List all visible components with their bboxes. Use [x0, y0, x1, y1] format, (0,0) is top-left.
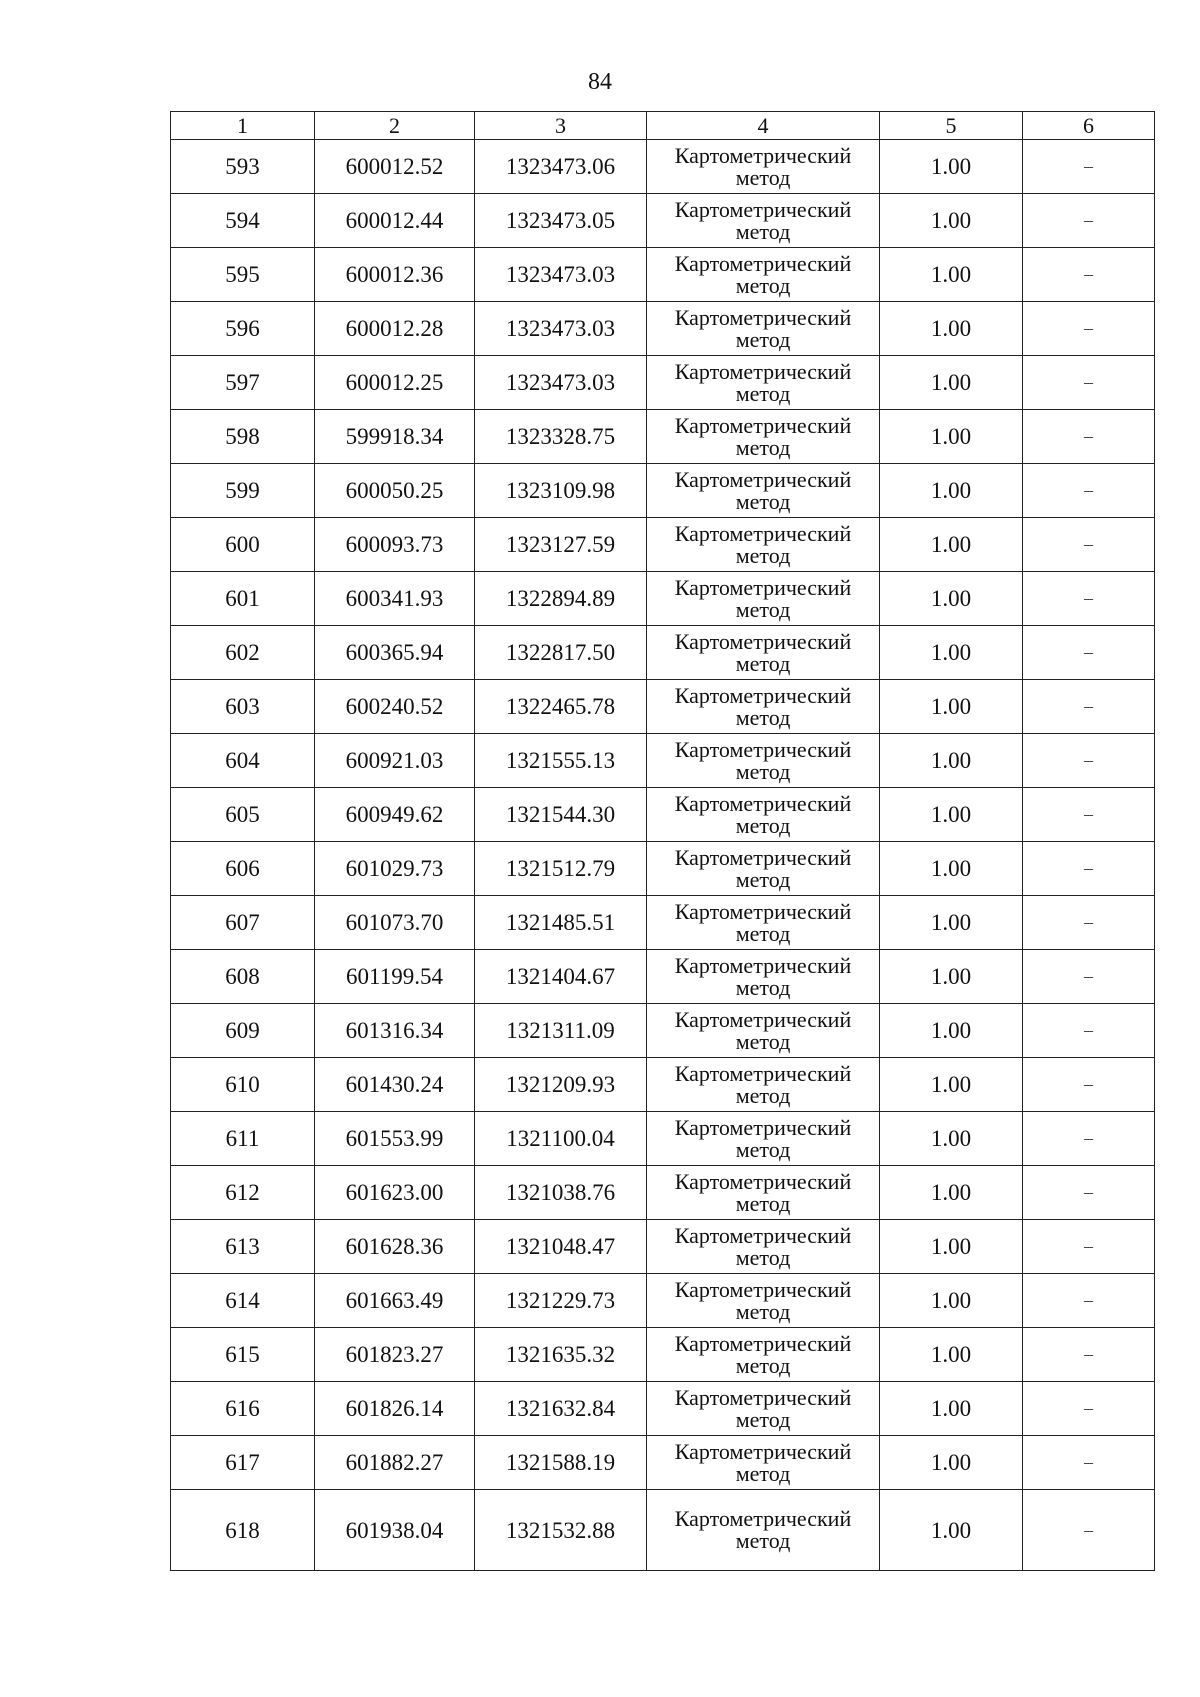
method-line-2: метод: [735, 866, 791, 892]
method-line-1: Картометрический: [674, 250, 852, 276]
y-coordinate-cell: 1321632.84: [475, 1382, 647, 1436]
method-cell: [647, 1112, 880, 1166]
accuracy-cell: 1.00: [880, 734, 1023, 788]
accuracy-cell: 1.00: [880, 356, 1023, 410]
point-number-cell: 603: [171, 680, 315, 734]
accuracy-cell: 1.00: [880, 1112, 1023, 1166]
method-line-2: метод: [735, 542, 791, 568]
y-coordinate-cell: 1323127.59: [475, 518, 647, 572]
table-row: [171, 302, 1155, 356]
table-row: [171, 356, 1155, 410]
method-cell: [647, 572, 880, 626]
method-line-2: метод: [735, 758, 791, 784]
method-cell: [647, 410, 880, 464]
accuracy-cell: 1.00: [880, 140, 1023, 194]
point-number-cell: 618: [171, 1490, 315, 1571]
method-line-2: метод: [735, 1528, 791, 1553]
description-cell: –: [1023, 194, 1155, 248]
method-line-2: метод: [735, 272, 791, 298]
coordinates-table-container: [170, 111, 1154, 1571]
method-line-2: метод: [735, 1352, 791, 1378]
method-line-1: Картометрический: [674, 142, 852, 168]
point-number-cell: 594: [171, 194, 315, 248]
y-coordinate-cell: 1321209.93: [475, 1058, 647, 1112]
point-number-cell: 616: [171, 1382, 315, 1436]
table-row: [171, 626, 1155, 680]
description-cell: –: [1023, 1490, 1155, 1571]
method-line-1: Картометрический: [674, 1060, 852, 1086]
table-row: [171, 248, 1155, 302]
y-coordinate-cell: 1321038.76: [475, 1166, 647, 1220]
table-row: [171, 1220, 1155, 1274]
accuracy-cell: 1.00: [880, 842, 1023, 896]
method-cell: [647, 734, 880, 788]
x-coordinate-cell: 600012.44: [315, 194, 475, 248]
table-row: [171, 140, 1155, 194]
point-number-cell: 608: [171, 950, 315, 1004]
method-line-1: Картометрический: [674, 898, 852, 924]
point-number-cell: 599: [171, 464, 315, 518]
method-line-2: метод: [735, 1406, 791, 1432]
method-line-2: метод: [735, 1244, 791, 1270]
table-header: [171, 112, 1155, 140]
method-line-1: Картометрический: [674, 1384, 852, 1410]
method-line-2: метод: [735, 326, 791, 352]
y-coordinate-cell: 1321512.79: [475, 842, 647, 896]
table-row: [171, 950, 1155, 1004]
method-line-2: метод: [735, 920, 791, 946]
method-line-2: метод: [735, 812, 791, 838]
page-number: 84: [588, 69, 612, 95]
method-line-2: метод: [735, 1028, 791, 1054]
method-line-1: Картометрический: [674, 790, 852, 816]
accuracy-cell: 1.00: [880, 680, 1023, 734]
method-cell: [647, 194, 880, 248]
x-coordinate-cell: 600949.62: [315, 788, 475, 842]
table-row: [171, 788, 1155, 842]
method-line-1: Картометрический: [674, 1168, 852, 1194]
description-cell: –: [1023, 464, 1155, 518]
y-coordinate-cell: 1323473.03: [475, 356, 647, 410]
table-row: [171, 1166, 1155, 1220]
header-col-5: 5: [880, 112, 1023, 140]
method-cell: [647, 1274, 880, 1328]
table-row: [171, 572, 1155, 626]
method-line-1: Картометрический: [674, 358, 852, 384]
method-line-1: Картометрический: [674, 196, 852, 222]
table-row: [171, 1382, 1155, 1436]
y-coordinate-cell: 1322894.89: [475, 572, 647, 626]
point-number-cell: 606: [171, 842, 315, 896]
description-cell: –: [1023, 1382, 1155, 1436]
method-line-1: Картометрический: [674, 628, 852, 654]
point-number-cell: 612: [171, 1166, 315, 1220]
description-cell: –: [1023, 1166, 1155, 1220]
header-col-6: 6: [1023, 112, 1155, 140]
x-coordinate-cell: 601316.34: [315, 1004, 475, 1058]
y-coordinate-cell: 1323109.98: [475, 464, 647, 518]
method-cell: [647, 680, 880, 734]
method-line-1: Картометрический: [674, 1330, 852, 1356]
accuracy-cell: 1.00: [880, 302, 1023, 356]
description-cell: –: [1023, 1328, 1155, 1382]
method-cell: [647, 518, 880, 572]
accuracy-cell: 1.00: [880, 248, 1023, 302]
x-coordinate-cell: 601823.27: [315, 1328, 475, 1382]
x-coordinate-cell: 600012.25: [315, 356, 475, 410]
method-cell: [647, 302, 880, 356]
y-coordinate-cell: 1323473.03: [475, 248, 647, 302]
y-coordinate-cell: 1321229.73: [475, 1274, 647, 1328]
method-cell: [647, 1382, 880, 1436]
x-coordinate-cell: 600341.93: [315, 572, 475, 626]
method-cell: [647, 1328, 880, 1382]
table-row: [171, 464, 1155, 518]
point-number-cell: 601: [171, 572, 315, 626]
point-number-cell: 602: [171, 626, 315, 680]
point-number-cell: 597: [171, 356, 315, 410]
header-row: [171, 112, 1155, 140]
description-cell: –: [1023, 788, 1155, 842]
method-line-1: Картометрический: [674, 304, 852, 330]
x-coordinate-cell: 601029.73: [315, 842, 475, 896]
x-coordinate-cell: 600012.36: [315, 248, 475, 302]
x-coordinate-cell: 601553.99: [315, 1112, 475, 1166]
description-cell: –: [1023, 734, 1155, 788]
x-coordinate-cell: 601663.49: [315, 1274, 475, 1328]
description-cell: –: [1023, 1112, 1155, 1166]
method-line-2: метод: [735, 1460, 791, 1486]
method-line-2: метод: [735, 1190, 791, 1216]
method-cell: [647, 1166, 880, 1220]
table-row: [171, 410, 1155, 464]
point-number-cell: 607: [171, 896, 315, 950]
accuracy-cell: 1.00: [880, 1274, 1023, 1328]
x-coordinate-cell: 600050.25: [315, 464, 475, 518]
table-row: [171, 734, 1155, 788]
table-row: [171, 1328, 1155, 1382]
method-line-2: метод: [735, 974, 791, 1000]
method-cell: [647, 1490, 880, 1571]
accuracy-cell: 1.00: [880, 1490, 1023, 1571]
y-coordinate-cell: 1322465.78: [475, 680, 647, 734]
table-row: [171, 194, 1155, 248]
table-row: [171, 842, 1155, 896]
accuracy-cell: 1.00: [880, 1004, 1023, 1058]
x-coordinate-cell: 600012.28: [315, 302, 475, 356]
method-cell: [647, 1436, 880, 1490]
method-cell: [647, 1004, 880, 1058]
accuracy-cell: 1.00: [880, 950, 1023, 1004]
point-number-cell: 614: [171, 1274, 315, 1328]
point-number-cell: 604: [171, 734, 315, 788]
method-cell: [647, 464, 880, 518]
method-line-2: метод: [735, 650, 791, 676]
table-row: [171, 1058, 1155, 1112]
description-cell: –: [1023, 248, 1155, 302]
x-coordinate-cell: 600240.52: [315, 680, 475, 734]
method-line-1: Картометрический: [674, 520, 852, 546]
description-cell: –: [1023, 518, 1155, 572]
y-coordinate-cell: 1323473.05: [475, 194, 647, 248]
accuracy-cell: 1.00: [880, 464, 1023, 518]
coordinates-table: [170, 111, 1155, 1571]
method-line-2: метод: [735, 164, 791, 190]
method-line-1: Картометрический: [674, 736, 852, 762]
method-cell: [647, 356, 880, 410]
description-cell: –: [1023, 626, 1155, 680]
method-line-2: метод: [735, 596, 791, 622]
method-cell: [647, 896, 880, 950]
accuracy-cell: 1.00: [880, 1436, 1023, 1490]
table-row: [171, 1112, 1155, 1166]
y-coordinate-cell: 1321635.32: [475, 1328, 647, 1382]
method-line-2: метод: [735, 1298, 791, 1324]
point-number-cell: 598: [171, 410, 315, 464]
y-coordinate-cell: 1321555.13: [475, 734, 647, 788]
method-cell: [647, 788, 880, 842]
y-coordinate-cell: 1322817.50: [475, 626, 647, 680]
header-col-4: 4: [647, 112, 880, 140]
method-cell: [647, 626, 880, 680]
scan-artifact: [660, 1580, 690, 1586]
method-line-1: Картометрический: [674, 1438, 852, 1464]
description-cell: –: [1023, 1058, 1155, 1112]
y-coordinate-cell: 1323473.06: [475, 140, 647, 194]
table-row: [171, 1004, 1155, 1058]
table-row: [171, 1490, 1155, 1571]
x-coordinate-cell: 599918.34: [315, 410, 475, 464]
method-line-1: Картометрический: [674, 682, 852, 708]
description-cell: –: [1023, 1004, 1155, 1058]
method-line-1: Картометрический: [674, 952, 852, 978]
table-body: [171, 140, 1155, 1571]
description-cell: –: [1023, 950, 1155, 1004]
x-coordinate-cell: 600365.94: [315, 626, 475, 680]
point-number-cell: 595: [171, 248, 315, 302]
accuracy-cell: 1.00: [880, 194, 1023, 248]
table-row: [171, 1436, 1155, 1490]
x-coordinate-cell: 601826.14: [315, 1382, 475, 1436]
method-line-1: Картометрический: [674, 466, 852, 492]
y-coordinate-cell: 1321404.67: [475, 950, 647, 1004]
description-cell: –: [1023, 140, 1155, 194]
y-coordinate-cell: 1321311.09: [475, 1004, 647, 1058]
method-line-2: метод: [735, 704, 791, 730]
method-line-1: Картометрический: [674, 1222, 852, 1248]
table-row: [171, 1274, 1155, 1328]
method-cell: [647, 842, 880, 896]
method-cell: [647, 1058, 880, 1112]
y-coordinate-cell: 1321100.04: [475, 1112, 647, 1166]
method-cell: [647, 950, 880, 1004]
x-coordinate-cell: 601623.00: [315, 1166, 475, 1220]
header-col-3: 3: [475, 112, 647, 140]
description-cell: –: [1023, 1436, 1155, 1490]
y-coordinate-cell: 1321532.88: [475, 1490, 647, 1571]
accuracy-cell: 1.00: [880, 896, 1023, 950]
x-coordinate-cell: 601073.70: [315, 896, 475, 950]
y-coordinate-cell: 1321588.19: [475, 1436, 647, 1490]
point-number-cell: 605: [171, 788, 315, 842]
method-line-1: Картометрический: [674, 1506, 852, 1531]
point-number-cell: 609: [171, 1004, 315, 1058]
accuracy-cell: 1.00: [880, 1382, 1023, 1436]
point-number-cell: 611: [171, 1112, 315, 1166]
point-number-cell: 615: [171, 1328, 315, 1382]
x-coordinate-cell: 600012.52: [315, 140, 475, 194]
point-number-cell: 617: [171, 1436, 315, 1490]
accuracy-cell: 1.00: [880, 1220, 1023, 1274]
method-cell: [647, 1220, 880, 1274]
x-coordinate-cell: 601882.27: [315, 1436, 475, 1490]
description-cell: –: [1023, 356, 1155, 410]
method-line-2: метод: [735, 1082, 791, 1108]
description-cell: –: [1023, 842, 1155, 896]
y-coordinate-cell: 1323473.03: [475, 302, 647, 356]
method-line-2: метод: [735, 380, 791, 406]
point-number-cell: 593: [171, 140, 315, 194]
description-cell: –: [1023, 1220, 1155, 1274]
point-number-cell: 613: [171, 1220, 315, 1274]
table-row: [171, 518, 1155, 572]
x-coordinate-cell: 600921.03: [315, 734, 475, 788]
description-cell: –: [1023, 410, 1155, 464]
method-line-1: Картометрический: [674, 574, 852, 600]
description-cell: –: [1023, 1274, 1155, 1328]
accuracy-cell: 1.00: [880, 1166, 1023, 1220]
point-number-cell: 600: [171, 518, 315, 572]
method-line-1: Картометрический: [674, 844, 852, 870]
description-cell: –: [1023, 302, 1155, 356]
description-cell: –: [1023, 896, 1155, 950]
method-line-1: Картометрический: [674, 1276, 852, 1302]
accuracy-cell: 1.00: [880, 518, 1023, 572]
header-col-1: 1: [171, 112, 315, 140]
y-coordinate-cell: 1321485.51: [475, 896, 647, 950]
accuracy-cell: 1.00: [880, 1328, 1023, 1382]
y-coordinate-cell: 1323328.75: [475, 410, 647, 464]
method-cell: [647, 140, 880, 194]
method-line-1: Картометрический: [674, 1006, 852, 1032]
y-coordinate-cell: 1321048.47: [475, 1220, 647, 1274]
method-line-2: метод: [735, 1136, 791, 1162]
method-line-2: метод: [735, 218, 791, 244]
point-number-cell: 596: [171, 302, 315, 356]
method-line-2: метод: [735, 488, 791, 514]
y-coordinate-cell: 1321544.30: [475, 788, 647, 842]
method-line-1: Картометрический: [674, 412, 852, 438]
method-cell: [647, 248, 880, 302]
method-line-2: метод: [735, 434, 791, 460]
x-coordinate-cell: 601938.04: [315, 1490, 475, 1571]
accuracy-cell: 1.00: [880, 410, 1023, 464]
x-coordinate-cell: 601430.24: [315, 1058, 475, 1112]
method-line-1: Картометрический: [674, 1114, 852, 1140]
table-row: [171, 680, 1155, 734]
header-col-2: 2: [315, 112, 475, 140]
accuracy-cell: 1.00: [880, 626, 1023, 680]
table-row: [171, 896, 1155, 950]
point-number-cell: 610: [171, 1058, 315, 1112]
x-coordinate-cell: 601199.54: [315, 950, 475, 1004]
accuracy-cell: 1.00: [880, 788, 1023, 842]
x-coordinate-cell: 600093.73: [315, 518, 475, 572]
accuracy-cell: 1.00: [880, 1058, 1023, 1112]
accuracy-cell: 1.00: [880, 572, 1023, 626]
x-coordinate-cell: 601628.36: [315, 1220, 475, 1274]
description-cell: –: [1023, 680, 1155, 734]
description-cell: –: [1023, 572, 1155, 626]
